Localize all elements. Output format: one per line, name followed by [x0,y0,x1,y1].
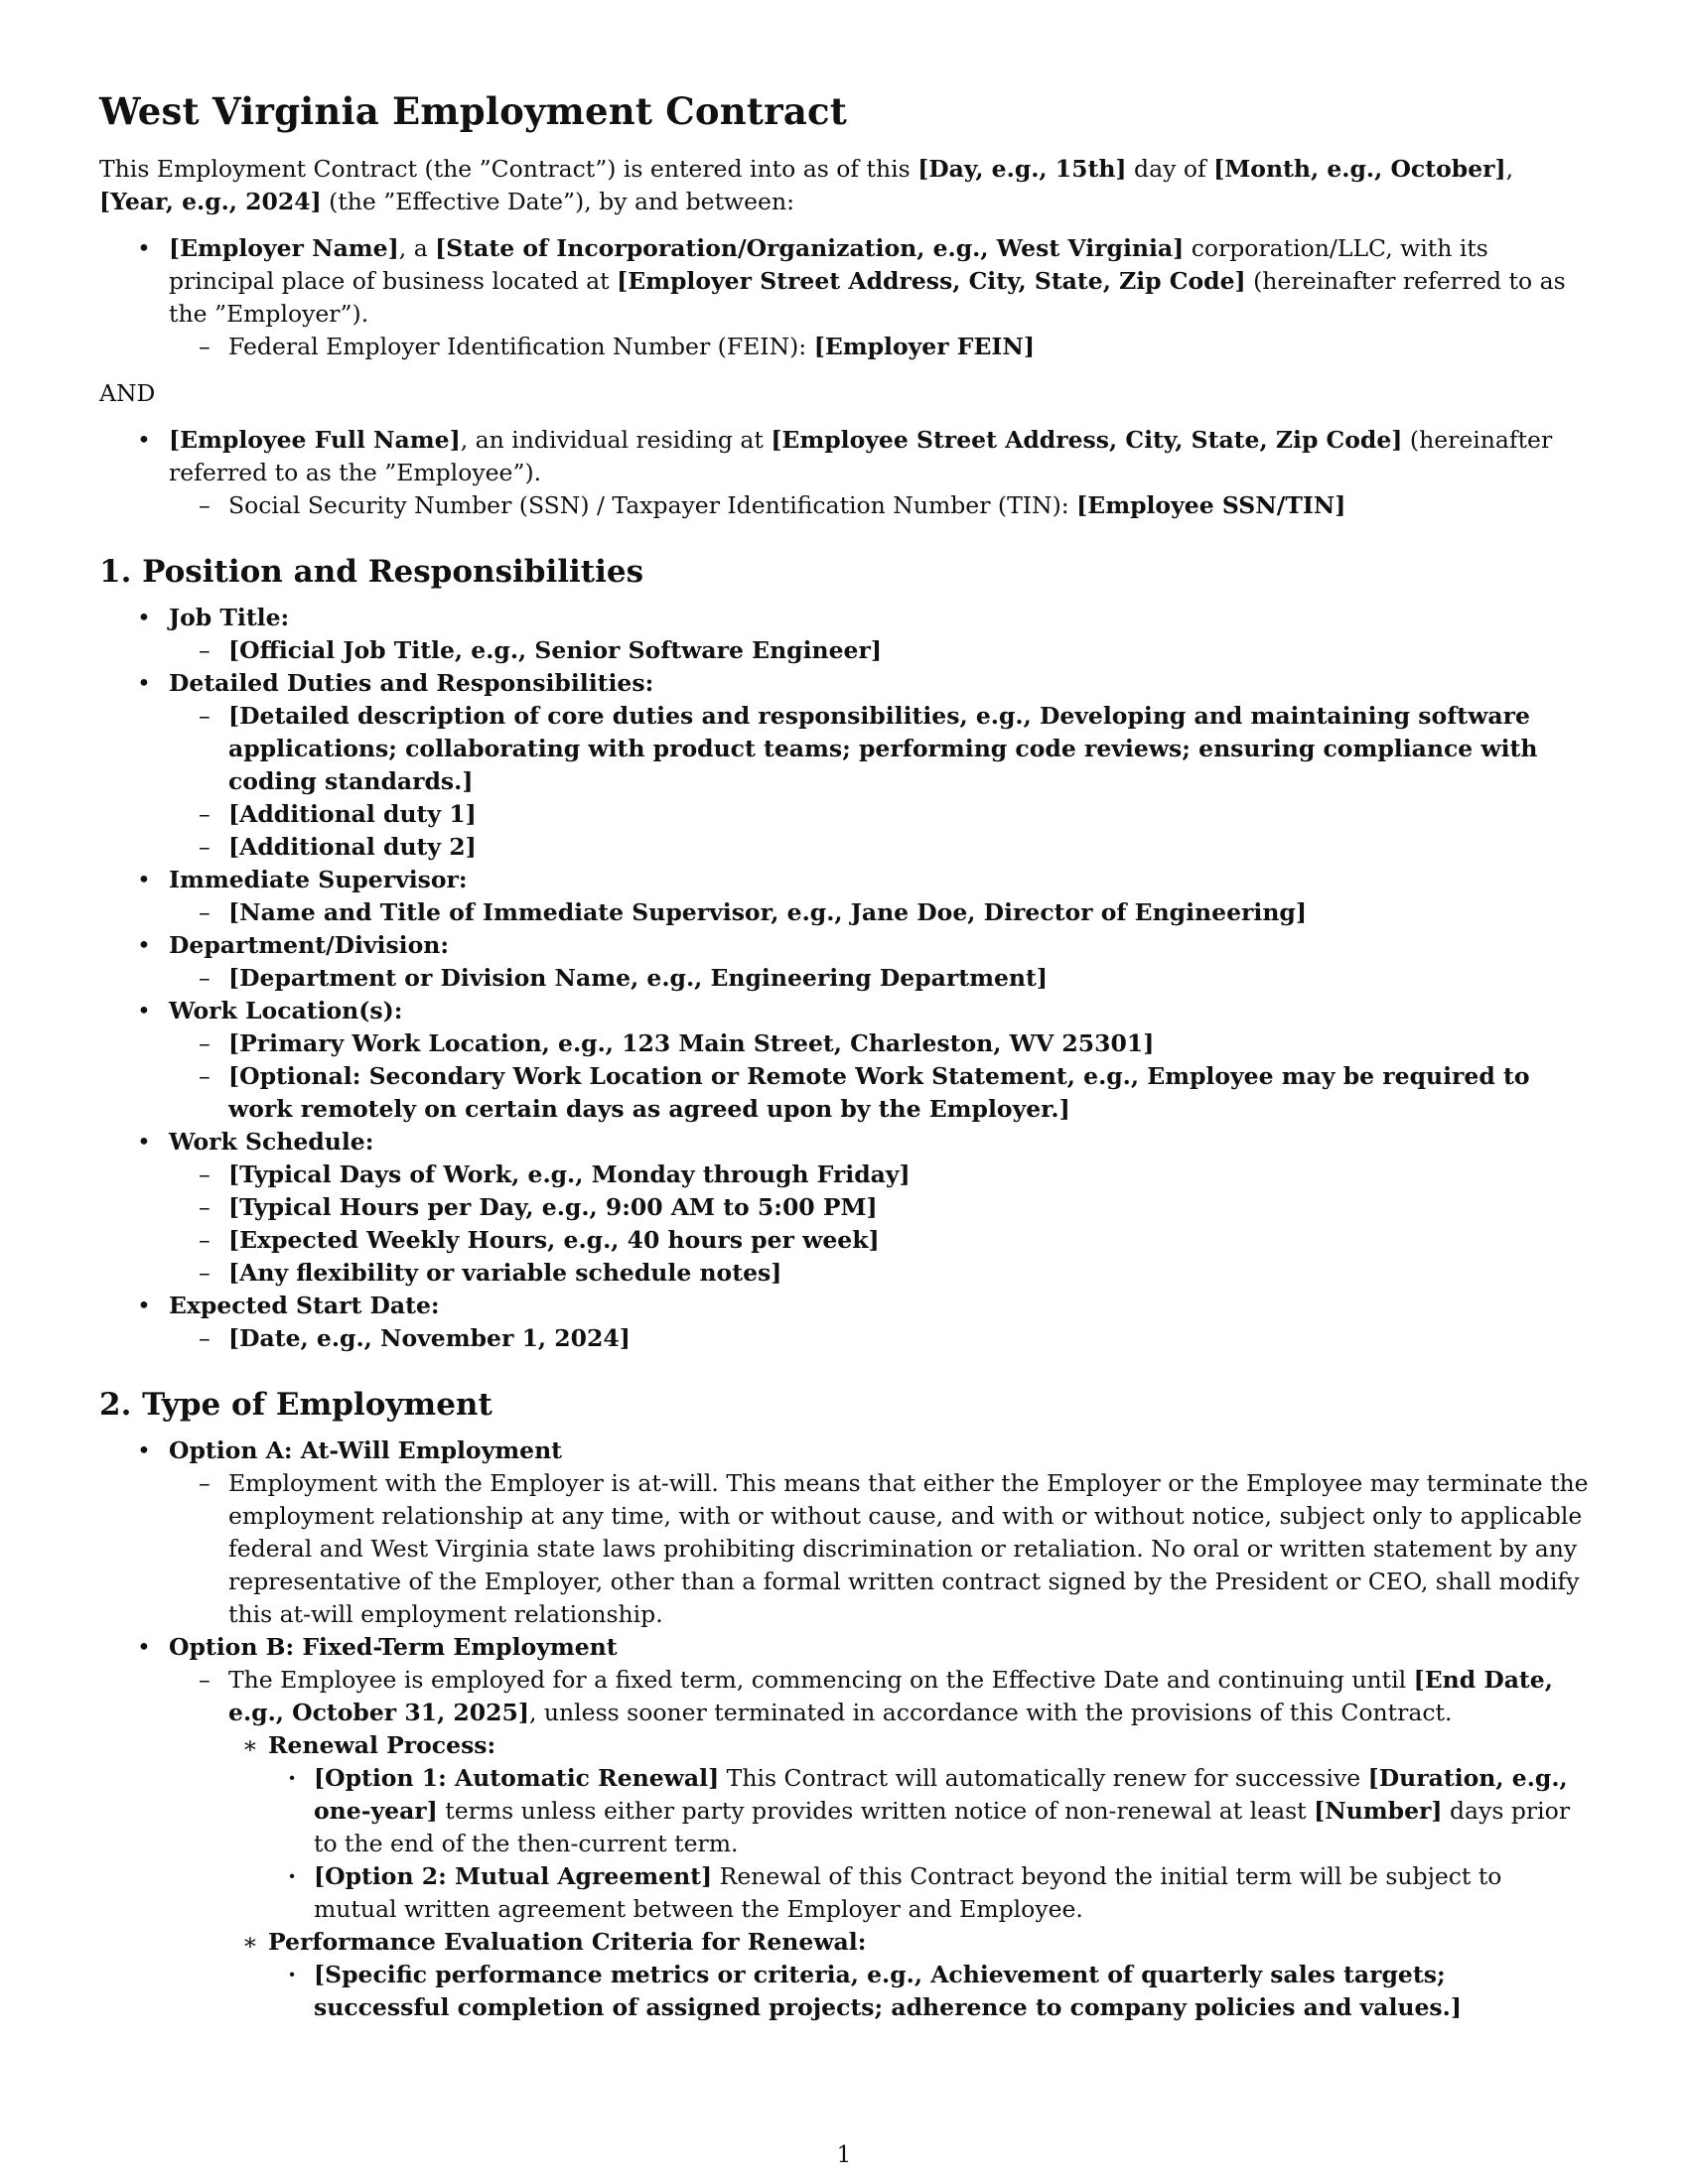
end-date-placeholder: [End Date, e.g., October 31, 2025] [228,1666,1553,1726]
option-a-label: Option A: At-Will Employment [169,1436,563,1464]
employer-text: (hereinafter referred to as the ”Employer”). [169,267,1566,328]
option-b-text [169,1664,1589,2024]
employer-text: corporation/LLC, with its principal place of business located at [169,234,1488,295]
mutual-agreement-label: [Option 2: Mutual Agreement] [314,1862,713,1890]
criteria-label: Performance Evaluation Criteria for Renewal: [268,1928,867,1956]
duty-placeholder: [Detailed description of core duties and responsibilities, e.g., Developing and maintaining software applications; collaborating with product teams; performing code reviews; ensuring compliance with coding standards.] [228,702,1538,795]
renewal-options [268,1762,1589,1926]
department-sublist [169,962,1589,995]
option-a-item [99,1434,1589,1631]
year-placeholder: [Year, e.g., 2024] [99,188,322,215]
schedule-label: Work Schedule: [169,1128,374,1156]
duty-placeholder: [Additional duty 1] [228,800,477,828]
option-b-sublist [169,1664,1589,2024]
mutual-agreement-item [268,1860,1589,1926]
number-placeholder: [Number] [1314,1797,1443,1825]
renewal-item [228,1729,1589,1926]
employer-sublist [169,331,1589,363]
location-item [169,1060,1589,1126]
supervisor-sublist [169,896,1589,929]
schedule-placeholder: [Typical Days of Work, e.g., Monday through Friday] [228,1160,911,1188]
auto-renewal-item [268,1762,1589,1860]
intro-text: This Employment Contract (the ”Contract”) is entered into as of this [99,155,918,183]
supervisor-label: Immediate Supervisor: [169,866,468,893]
start-date-item [99,1290,1589,1355]
supervisor-item [99,864,1589,929]
start-date-label: Expected Start Date: [169,1292,440,1319]
section-1-list [99,602,1589,1355]
option-b-details [228,1729,1589,2024]
option-a-sublist [169,1467,1589,1631]
renewal-label: Renewal Process: [268,1731,496,1759]
employee-text: , an individual residing at [460,426,772,454]
department-placeholder: [Department or Division Name, e.g., Engineering Department] [228,964,1048,992]
location-item [169,1027,1589,1060]
schedule-placeholder: [Expected Weekly Hours, e.g., 40 hours per week] [228,1226,880,1254]
intro-text: (the ”Effective Date”), by and between: [321,188,794,215]
supervisor-placeholder: [Name and Title of Immediate Supervisor, e.g., Jane Doe, Director of Engineering] [228,898,1307,926]
section-2-list [99,1434,1589,2024]
job-title-label: Job Title: [169,604,290,631]
locations-item [99,995,1589,1126]
job-title-sublist [169,634,1589,667]
employer-address-placeholder: [Employer Street Address, City, State, Zip Code] [617,267,1246,295]
page-number: 1 [836,2142,852,2168]
start-date-value [169,1322,1589,1355]
schedule-item [99,1126,1589,1290]
schedule-entry [169,1191,1589,1224]
document-title: West Virginia Employment Contract [99,89,848,133]
employer-item [99,232,1589,363]
duties-sublist [169,700,1589,864]
department-item [99,929,1589,995]
start-date-sublist [169,1322,1589,1355]
schedule-sublist [169,1159,1589,1290]
option-b-label: Option B: Fixed-Term Employment [169,1633,618,1661]
schedule-entry [169,1224,1589,1257]
locations-sublist [169,1027,1589,1126]
schedule-entry [169,1159,1589,1191]
month-placeholder: [Month, e.g., October] [1213,155,1506,183]
criteria-sublist [268,1959,1589,2024]
employer-list [99,232,1589,363]
employee-name-placeholder: [Employee Full Name] [169,426,461,454]
ssn-placeholder: [Employee SSN/TIN] [1076,491,1346,519]
fein-item [169,331,1589,363]
duty-item [169,831,1589,864]
employee-text: (hereinafter referred to as the ”Employee”). [169,426,1553,486]
fein-placeholder: [Employer FEIN] [813,333,1035,360]
employer-text: , a [398,234,436,262]
intro-text: , [1505,155,1514,183]
job-title-placeholder: [Official Job Title, e.g., Senior Software Engineer] [228,636,882,664]
job-title-item [99,602,1589,667]
ssn-item [169,489,1589,522]
day-placeholder: [Day, e.g., 15th] [917,155,1127,183]
location-placeholder: [Primary Work Location, e.g., 123 Main Street, Charleston, WV 25301] [228,1029,1155,1057]
criteria-item [228,1926,1589,2024]
duty-placeholder: [Additional duty 2] [228,833,477,861]
schedule-placeholder: [Typical Hours per Day, e.g., 9:00 AM to 5:00 PM] [228,1193,878,1221]
duties-label: Detailed Duties and Responsibilities: [169,669,654,697]
duration-placeholder: [Duration, e.g., one-year] [314,1764,1568,1825]
department-value [169,962,1589,995]
job-title-value [169,634,1589,667]
fixed-term-text: , unless sooner terminated in accordance with the provisions of this Contract. [528,1699,1453,1726]
state-placeholder: [State of Incorporation/Organization, e.g., West Virginia] [435,234,1185,262]
employer-name-placeholder: [Employer Name] [169,234,399,262]
employee-list [99,424,1589,522]
intro-paragraph [99,153,1589,218]
and-separator: AND [99,379,156,407]
option-b-item [99,1631,1589,2024]
schedule-entry [169,1257,1589,1290]
location-placeholder: [Optional: Secondary Work Location or Remote Work Statement, e.g., Employee may be required to work remotely on certain days as agreed upon by the Employer.] [228,1062,1530,1123]
supervisor-value [169,896,1589,929]
section-2-title: 2. Type of Employment [99,1387,492,1423]
auto-renewal-text: This Contract will automatically renew for successive [719,1764,1368,1792]
intro-text: day of [1126,155,1214,183]
department-label: Department/Division: [169,931,450,959]
section-1-title: 1. Position and Responsibilities [99,554,644,590]
criteria-placeholder: [Specific performance metrics or criteria, e.g., Achievement of quarterly sales targets; successful completion of assigned projects; adherence to company policies and values.] [314,1961,1462,2021]
employee-address-placeholder: [Employee Street Address, City, State, Zip Code] [771,426,1403,454]
at-will-paragraph: Employment with the Employer is at-will. This means that either the Employer or the Employee may terminate the employment relationship at any time, with or without cause, and with or without notice, subject only to applicable federal and West Virginia state laws prohibiting discrimination or retaliation. No oral or written statement by any representative of the Employer, other than a formal written contract signed by the President or CEO, shall modify this at-will employment relationship. [228,1469,1589,1628]
fein-label: Federal Employer Identification Number (FEIN): [228,333,814,360]
duty-item [169,798,1589,831]
option-a-text [169,1467,1589,1631]
duties-item [99,667,1589,864]
auto-renewal-label: [Option 1: Automatic Renewal] [314,1764,720,1792]
employee-sublist [169,489,1589,522]
duty-item [169,700,1589,798]
auto-renewal-text: terms unless either party provides written notice of non-renewal at least [437,1797,1315,1825]
locations-label: Work Location(s): [169,997,403,1024]
start-date-placeholder: [Date, e.g., November 1, 2024] [228,1324,631,1352]
schedule-placeholder: [Any flexibility or variable schedule notes] [228,1259,782,1287]
criteria-entry [268,1959,1589,2024]
mutual-agreement-text: Renewal of this Contract beyond the initial term will be subject to mutual written agreement between the Employer and Employee. [314,1862,1502,1923]
fixed-term-text: The Employee is employed for a fixed term, commencing on the Effective Date and continuing until [228,1666,1414,1694]
auto-renewal-text: days prior to the end of the then-current term. [314,1797,1571,1857]
ssn-label: Social Security Number (SSN) / Taxpayer Identification Number (TIN): [228,491,1077,519]
employee-item [99,424,1589,522]
